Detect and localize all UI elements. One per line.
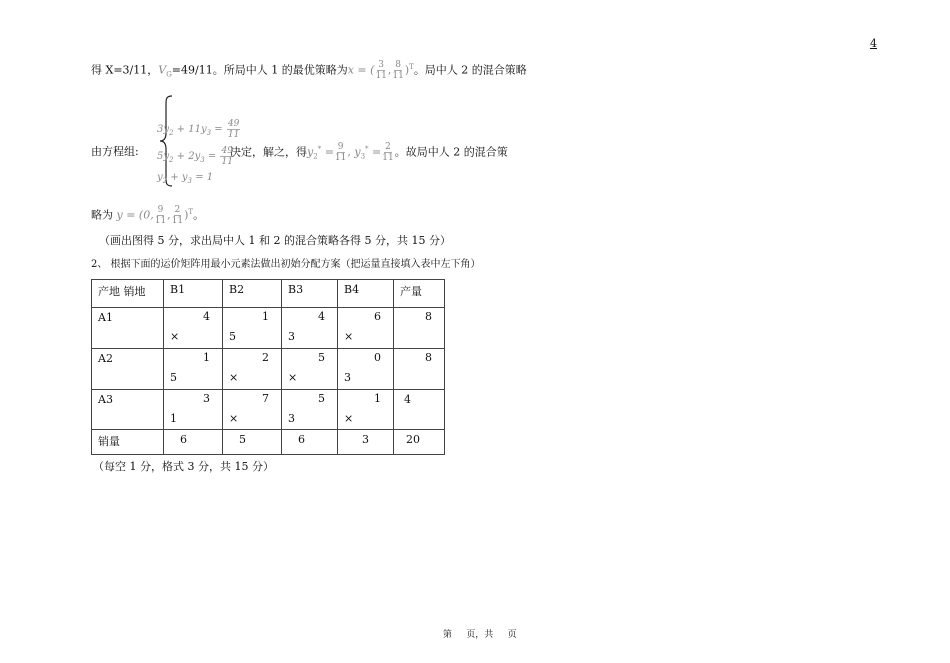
equation-2: $5y_2 + 2y_3$ = $\frac{49}{11}$ xyxy=(157,146,233,167)
total-cell: 20 xyxy=(394,430,445,455)
question-2: 2、 根据下面的运价矩阵用最小元素法做出初始分配方案（把运量直接填入表中左下角） xyxy=(91,259,481,270)
header-cell: 产量 xyxy=(394,280,445,308)
transport-table xyxy=(91,279,445,455)
page-number: 4 xyxy=(870,37,877,50)
fraction-8-11: $\frac{8}{11}$ xyxy=(392,60,404,81)
row-label: A3 xyxy=(92,390,164,430)
equation-1: $3y_2 + 11y_3$ = $\frac{49}{11}$ xyxy=(157,119,240,140)
header-cell: 产地 销地 xyxy=(92,280,164,308)
table-cell: 1 5 xyxy=(164,349,223,390)
supply-cell: 4 xyxy=(394,390,445,430)
table-cell: 4 × xyxy=(164,308,223,349)
solution-tail: 。故局中人 2 的混合策 xyxy=(394,145,508,159)
demand-cell: 6 xyxy=(164,430,223,455)
page-footer: 第 页，共 页 xyxy=(443,630,517,640)
demand-cell: 5 xyxy=(223,430,282,455)
demand-cell: 6 xyxy=(282,430,338,455)
x-transpose: T xyxy=(409,62,414,71)
row-label: A1 xyxy=(92,308,164,349)
supply-cell: 8 xyxy=(394,308,445,349)
supply-cell: 8 xyxy=(394,349,445,390)
solution-line: 决定，解之，得$y_2^*$ = $\frac{9}{11}$ , $y_3^*$ = $\frac{2}{11}$ 。故局中人 2 的混合策 xyxy=(230,142,508,163)
row-label: A2 xyxy=(92,349,164,390)
table-cell: 3 1 xyxy=(164,390,223,430)
fraction-49-11-a: $\frac{49}{11}$ xyxy=(227,119,240,140)
fraction-49-11-b: $\frac{49}{11}$ xyxy=(221,146,233,167)
table-cell: 5 × xyxy=(282,349,338,390)
header-cell: B1 xyxy=(164,280,223,308)
v-symbol: V xyxy=(158,63,167,77)
table-cell: 7 × xyxy=(223,390,282,430)
demand-row xyxy=(92,430,445,455)
table-row xyxy=(92,390,445,430)
v-subscript: G xyxy=(166,70,172,79)
header-cell: B3 xyxy=(282,280,338,308)
table-cell: 5 3 xyxy=(282,390,338,430)
x-vector-close: ) xyxy=(404,63,410,77)
table-cell: 6 × xyxy=(338,308,394,349)
fraction-9-11: $\frac{9}{11}$ xyxy=(334,142,347,163)
header-cell: B4 xyxy=(338,280,394,308)
table-cell: 2 × xyxy=(223,349,282,390)
table-cell: 1 5 xyxy=(223,308,282,349)
fraction-2-11: $\frac{2}{11}$ xyxy=(382,142,394,163)
score-note-1: （画出图得 5 分，求出局中人 1 和 2 的混合策略各得 5 分，共 15 分） xyxy=(99,234,451,247)
x-vector-open: x = ( xyxy=(347,63,375,77)
table-cell: 4 3 xyxy=(282,308,338,349)
table-row xyxy=(92,349,445,390)
demand-label: 销量 xyxy=(92,430,164,455)
solution-text: 决定，解之，得 xyxy=(230,145,307,159)
line1-prefix: 得 X=3/11， xyxy=(91,63,159,77)
table-row xyxy=(92,308,445,349)
result-line-1: 得 X=3/11，$V_G=49/11$。所局中人 1 的最优策略为x = ( $\frac{3}{11}$ , $\frac{8}{11}$ )$^T$。局中人 2 的混合策略 xyxy=(91,60,527,81)
demand-cell: 3 xyxy=(338,430,394,455)
table-cell: 1 × xyxy=(338,390,394,430)
fraction-3-11: $\frac{3}{11}$ xyxy=(375,60,387,81)
fraction-9-11-b: $\frac{9}{11}$ xyxy=(154,205,167,226)
fraction-2-11-b: $\frac{2}{11}$ xyxy=(171,205,184,226)
line1-text-b: 。局中人 2 的混合策略 xyxy=(413,63,527,77)
equation-3: $y_2 + y_3 = 1$ xyxy=(157,172,214,185)
table-header-row xyxy=(92,280,445,308)
strategy-line: 略为 y = (0, $\frac{9}{11}$ , $\frac{2}{11}$ )$^T$。 xyxy=(91,205,205,226)
v-value: =49/11。 xyxy=(171,63,224,77)
equation-system-label: 由方程组: xyxy=(91,145,139,158)
header-cell: B2 xyxy=(223,280,282,308)
score-note-2: （每空 1 分，格式 3 分，共 15 分） xyxy=(93,460,274,473)
line1-text-a: 所局中人 1 的最优策略为 xyxy=(223,63,348,77)
table-cell: 0 3 xyxy=(338,349,394,390)
